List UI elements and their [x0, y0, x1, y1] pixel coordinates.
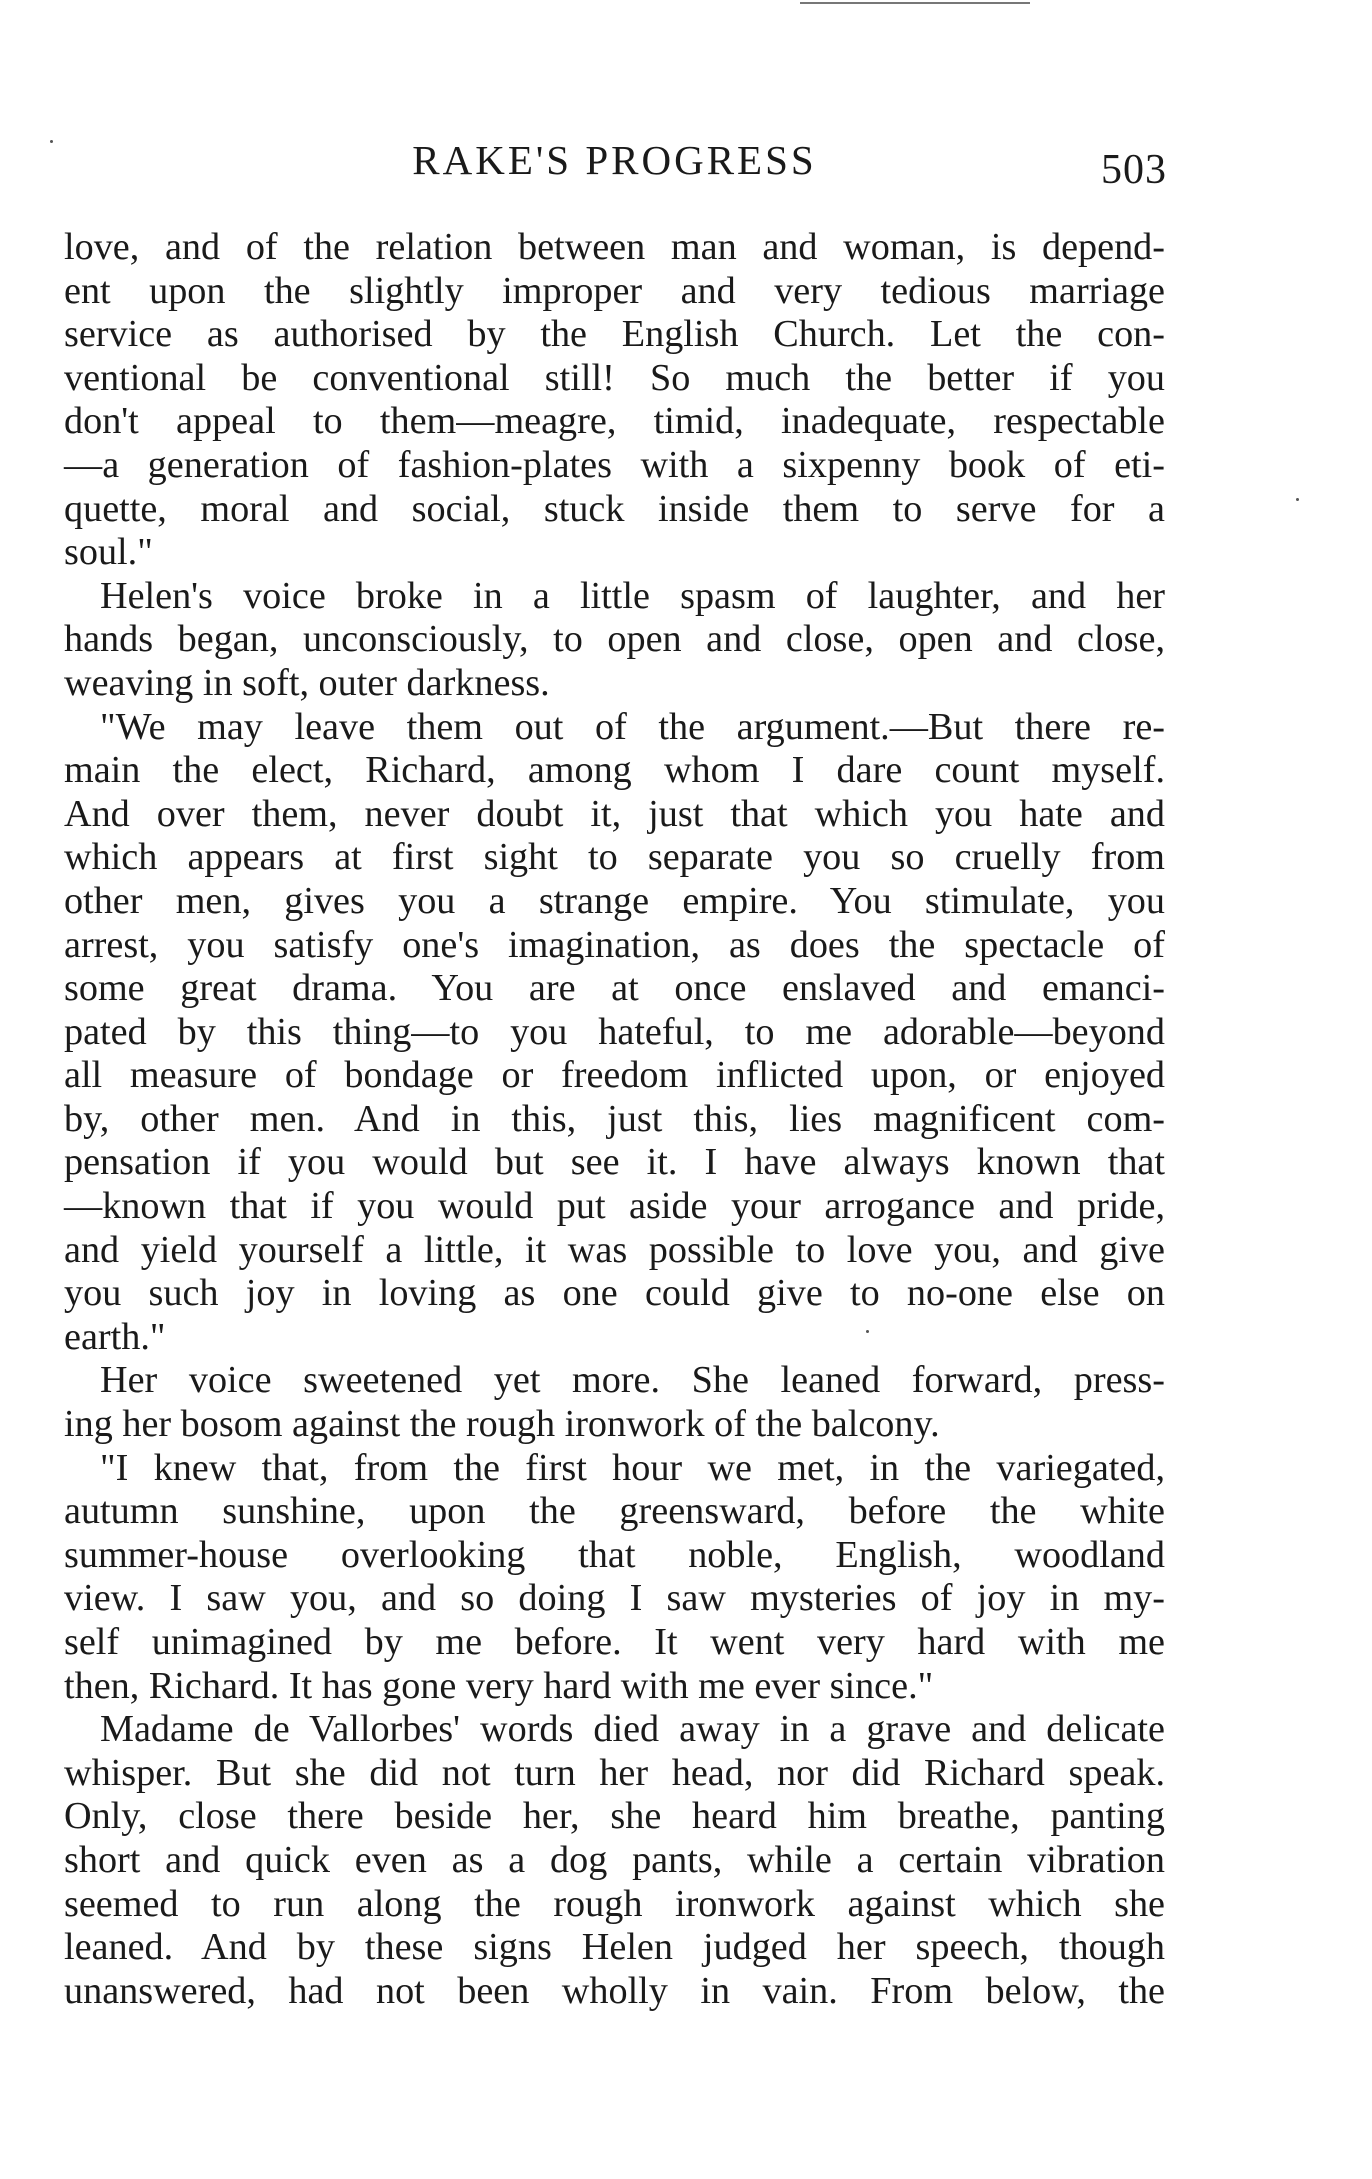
paragraph — [64, 1708, 1165, 2013]
text-line: ent upon the slightly improper and very tedious marriage — [64, 269, 1165, 312]
text-line: —a generation of fashion-plates with a sixpenny book of eti- — [64, 443, 1165, 486]
text-line: arrest, you satisfy one's imagination, as does the spectacle of — [64, 923, 1165, 966]
text-line: self unimagined by me before. It went very hard with me — [64, 1621, 1165, 1663]
text-line: earth." — [64, 1315, 166, 1358]
text-line: you such joy in loving as one could give to no-one else on — [64, 1272, 1165, 1315]
text-line: —known that if you would put aside your arrogance and pride, — [64, 1185, 1165, 1228]
paragraph — [64, 1359, 1165, 1446]
text-line: other men, gives you a strange empire. You stimulate, you — [64, 879, 1165, 922]
text-line: "I knew that, from the first hour we met, in the variegated, — [100, 1446, 1165, 1489]
text-line: pated by this thing—to you hateful, to me adorable—beyond — [64, 1010, 1165, 1053]
text-line: view. I saw you, and so doing I saw mysteries of joy in my- — [64, 1577, 1165, 1620]
text-line: summer-house overlooking that noble, English, woodland — [64, 1533, 1165, 1576]
paragraph — [64, 706, 1165, 1360]
page-number: 503 — [1101, 147, 1167, 193]
text-line: short and quick even as a dog pants, while a certain vibration — [64, 1838, 1165, 1881]
text-line: and yield yourself a little, it was possible to love you, and give — [64, 1228, 1165, 1271]
text-line: seemed to run along the rough ironwork against which she — [64, 1882, 1165, 1925]
text-line: "We may leave them out of the argument.—But there re- — [100, 705, 1165, 748]
text-line: pensation if you would but see it. I have always known that — [64, 1141, 1165, 1184]
text-line: unanswered, had not been wholly in vain. From below, the — [64, 1969, 1165, 2012]
text-line: Madame de Vallorbes' words died away in a grave and delicate — [100, 1708, 1165, 1751]
text-line: weaving in soft, outer darkness. — [64, 661, 550, 704]
running-header — [62, 130, 1167, 193]
text-line: ing her bosom against the rough ironwork of the balcony. — [64, 1403, 940, 1446]
text-line: quette, moral and social, stuck inside them to serve for a — [64, 487, 1165, 530]
text-line: autumn sunshine, upon the greensward, before the white — [64, 1490, 1165, 1533]
text-line: love, and of the relation between man and woman, is depend- — [64, 226, 1165, 268]
running-title: RAKE'S PROGRESS — [412, 137, 817, 183]
text-line: then, Richard. It has gone very hard with me ever since." — [64, 1664, 934, 1707]
text-line: main the elect, Richard, among whom I dare count myself. — [64, 749, 1165, 792]
text-line: Only, close there beside her, she heard him breathe, panting — [64, 1795, 1165, 1838]
text-line: some great drama. You are at once enslaved and emanci- — [64, 967, 1165, 1010]
paragraph — [64, 226, 1165, 575]
text-line: don't appeal to them—meagre, timid, inadequate, respectable — [64, 400, 1165, 443]
text-line: And over them, never doubt it, just that which you hate and — [64, 792, 1165, 835]
text-line: Helen's voice broke in a little spasm of laughter, and her — [100, 574, 1165, 617]
text-line: whisper. But she did not turn her head, nor did Richard speak. — [64, 1751, 1165, 1794]
paragraph — [64, 575, 1165, 706]
top-edge-mark — [800, 2, 1030, 4]
page-speck — [50, 140, 53, 143]
text-line: service as authorised by the English Church. Let the con- — [64, 313, 1165, 356]
text-line: all measure of bondage or freedom inflicted upon, or enjoyed — [64, 1054, 1165, 1097]
page-speck — [1296, 498, 1299, 501]
text-line: soul." — [64, 531, 153, 574]
text-line: by, other men. And in this, just this, lies magnificent com- — [64, 1097, 1165, 1140]
body-text — [64, 226, 1165, 2013]
text-line: ventional be conventional still! So much the better if you — [64, 356, 1165, 399]
text-line: which appears at first sight to separate you so cruelly from — [64, 836, 1165, 879]
text-line: hands began, unconsciously, to open and close, open and close, — [64, 618, 1165, 661]
paragraph — [64, 1447, 1165, 1709]
text-line: leaned. And by these signs Helen judged her speech, though — [64, 1926, 1165, 1969]
text-line: Her voice sweetened yet more. She leaned forward, press- — [100, 1359, 1165, 1402]
